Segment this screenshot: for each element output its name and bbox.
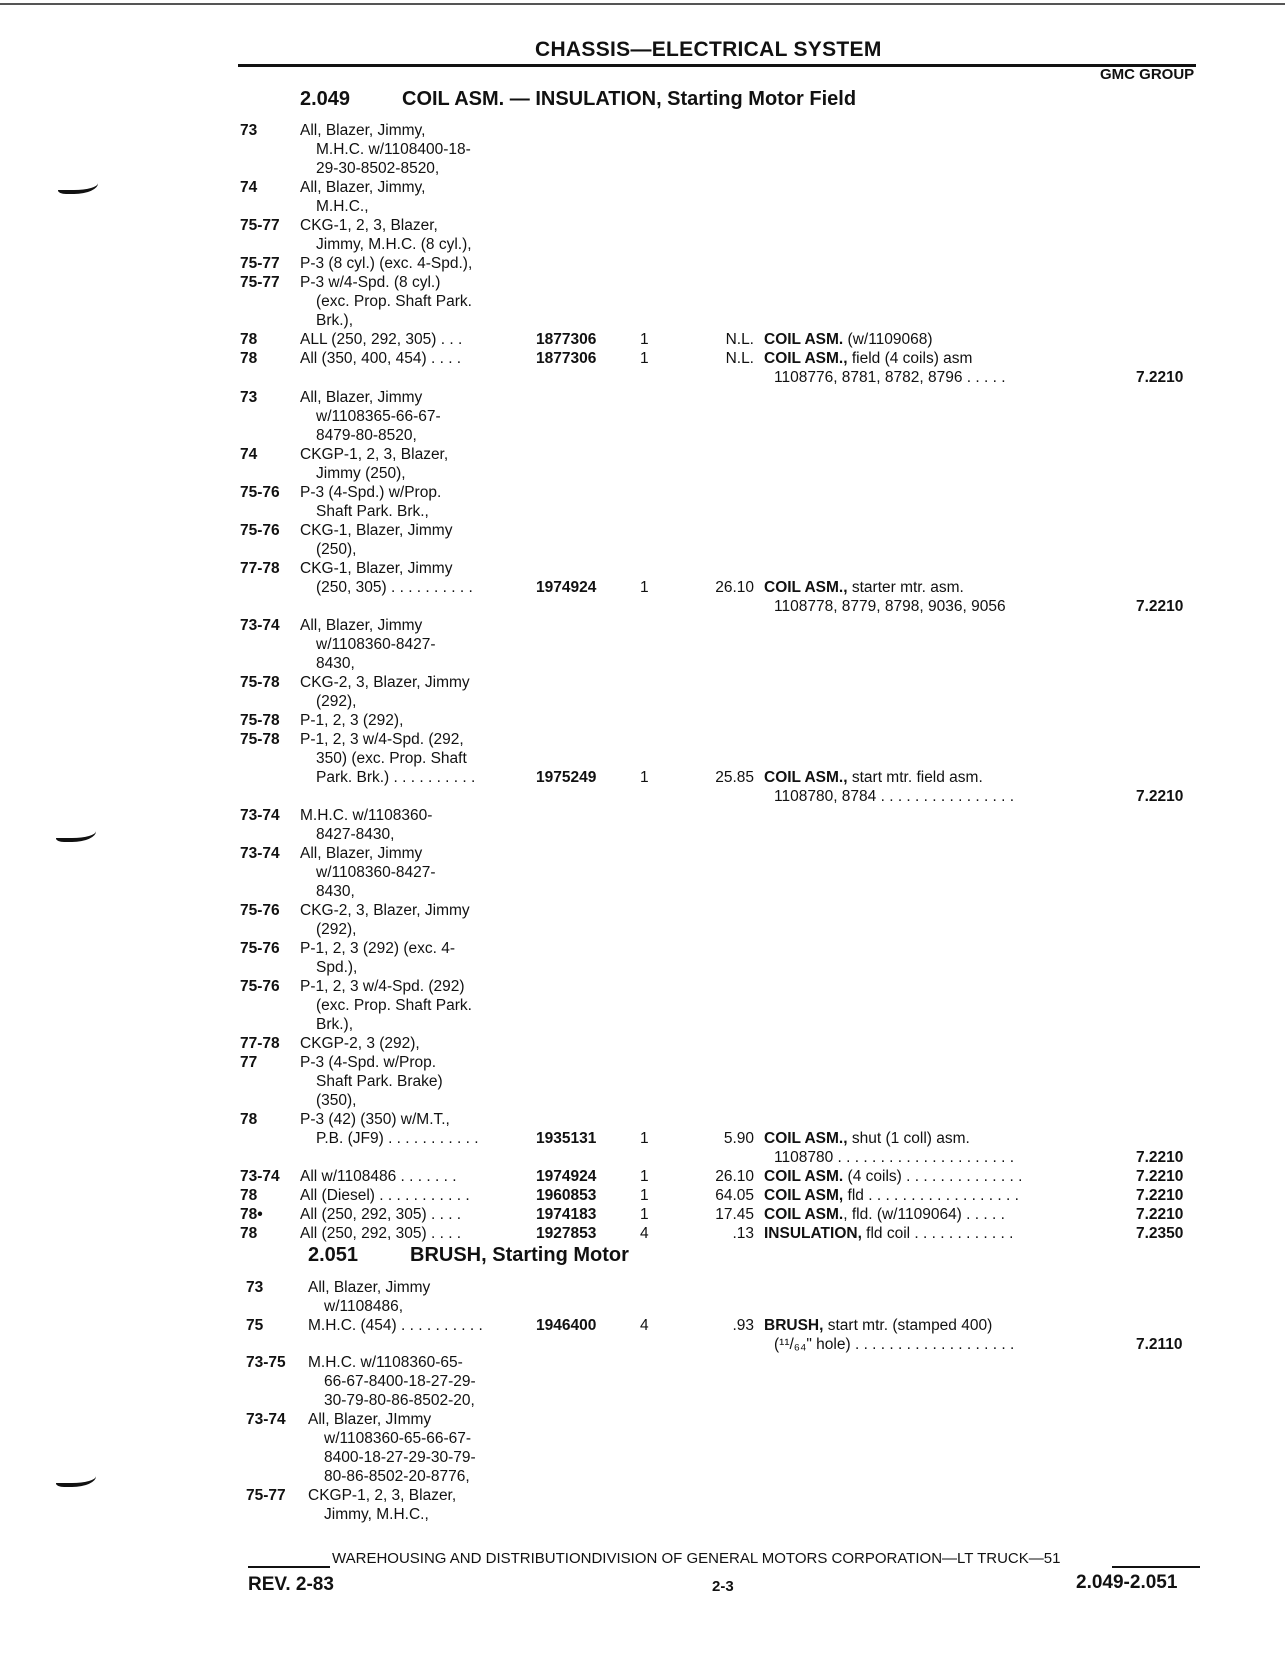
group-number: 7.2110 (1136, 1336, 1183, 1353)
part-description (774, 788, 1014, 807)
quantity: 1 (640, 1206, 649, 1223)
application-text: Jimmy, M.H.C., (324, 1506, 429, 1523)
page-number: 2-3 (712, 1578, 734, 1595)
part-name: COIL ASM., (764, 350, 848, 367)
quantity: 1 (640, 1130, 649, 1147)
model-year: 75 (246, 1317, 264, 1334)
part-name: INSULATION, (764, 1225, 862, 1242)
section-range: 2.049-2.051 (1076, 1572, 1178, 1593)
part-description (774, 598, 1006, 617)
model-year: 78 (240, 1187, 258, 1204)
part-name: COIL ASM., (764, 769, 848, 786)
application-text: 8427-8430, (316, 826, 395, 843)
model-year: 75-77 (240, 217, 280, 234)
application-text: Park. Brk.) . . . . . . . . . . (316, 769, 476, 786)
application-text: M.H.C. w/1108400-18- (316, 141, 471, 158)
application-text: (exc. Prop. Shaft Park. (316, 293, 472, 310)
application-text: All (350, 400, 454) . . . . (300, 350, 462, 367)
model-year: 78 (240, 1225, 258, 1242)
page-title: CHASSIS—ELECTRICAL SYSTEM (535, 38, 882, 61)
part-name: COIL ASM. (764, 331, 844, 348)
application-text: All, Blazer, Jimmy, (300, 179, 426, 196)
application-text: Jimmy (250), (316, 465, 406, 482)
binder-hole-mark (58, 176, 98, 194)
application-text: (350), (316, 1092, 357, 1109)
model-year: 75-77 (240, 255, 280, 272)
application-text: CKG-1, 2, 3, Blazer, (300, 217, 438, 234)
part-detail: starter mtr. asm. (847, 579, 964, 596)
part-name: BRUSH, (764, 1317, 824, 1334)
model-year: 73-75 (246, 1354, 286, 1371)
part-detail: start mtr. (stamped 400) (823, 1317, 993, 1334)
application-text: CKG-1, Blazer, Jimmy (300, 522, 453, 539)
part-description (764, 1187, 1019, 1206)
list-price: 25.85 (715, 769, 754, 786)
model-year: 73-74 (240, 807, 280, 824)
list-price: 17.45 (715, 1206, 754, 1223)
model-year: 73-74 (240, 617, 280, 634)
part-number: 1960853 (536, 1187, 597, 1204)
group-label: GMC GROUP (1100, 66, 1195, 83)
application-text: P-1, 2, 3 w/4-Spd. (292, (300, 731, 464, 748)
part-detail: fld coil . . . . . . . . . . . . (861, 1225, 1014, 1242)
model-year: 75-77 (240, 274, 280, 291)
application-text: 80-86-8502-20-8776, (324, 1468, 470, 1485)
footer-rule-right (1112, 1566, 1200, 1568)
model-year: 78 (240, 1111, 258, 1128)
model-year: 75-76 (240, 978, 280, 995)
model-year: 74 (240, 446, 258, 463)
quantity: 1 (640, 769, 649, 786)
model-year: 73-74 (246, 1411, 286, 1428)
part-name: COIL ASM., (764, 1130, 848, 1147)
part-number: 1877306 (536, 350, 597, 367)
application-text: M.H.C. w/1108360- (300, 807, 433, 824)
application-text: P-1, 2, 3 (292), (300, 712, 404, 729)
part-description (764, 769, 983, 788)
part-description (764, 1225, 1013, 1244)
part-number: 1877306 (536, 331, 597, 348)
application-text: Brk.), (316, 312, 354, 329)
list-price: 26.10 (715, 579, 754, 596)
application-text: P-1, 2, 3 (292) (exc. 4- (300, 940, 456, 957)
group-number: 7.2210 (1136, 1187, 1184, 1204)
application-text: ALL (250, 292, 305) . . . (300, 331, 463, 348)
footer-text: WAREHOUSING AND DISTRIBUTIONDIVISION OF GENERAL MOTORS CORPORATION—LT TRUCK—51 (332, 1550, 1061, 1567)
part-number: 1927853 (536, 1225, 597, 1242)
part-detail: 1108776, 8781, 8782, 8796 . . . . . (774, 369, 1006, 386)
group-number: 7.2210 (1136, 788, 1184, 805)
top-edge-rule (0, 3, 1285, 5)
binder-hole-mark (56, 1469, 96, 1487)
application-text: w/1108360-8427- (316, 864, 436, 881)
part-description (764, 350, 972, 369)
part-number: 1975249 (536, 769, 597, 786)
application-text: M.H.C. w/1108360-65- (308, 1354, 463, 1371)
application-text: All, Blazer, Jimmy, (300, 122, 426, 139)
application-text: All (Diesel) . . . . . . . . . . . (300, 1187, 470, 1204)
application-text: CKGP-2, 3 (292), (300, 1035, 420, 1052)
part-description (764, 1206, 1005, 1225)
model-year: 75-76 (240, 484, 280, 501)
part-description (774, 369, 1006, 388)
application-text: 8430, (316, 883, 355, 900)
part-description (764, 331, 933, 350)
part-detail: shut (1 coll) asm. (847, 1130, 970, 1147)
model-year: 77-78 (240, 1035, 280, 1052)
model-year: 73-74 (240, 1168, 280, 1185)
part-number: 1974183 (536, 1206, 597, 1223)
application-text: (250), (316, 541, 357, 558)
part-number: 1946400 (536, 1317, 597, 1334)
group-number: 7.2210 (1136, 598, 1184, 615)
model-year: 73-74 (240, 845, 280, 862)
application-text: P-3 (4-Spd. w/Prop. (300, 1054, 437, 1071)
application-text: P-1, 2, 3 w/4-Spd. (292) (300, 978, 465, 995)
application-text: 8430, (316, 655, 355, 672)
application-text: w/1108486, (324, 1298, 403, 1315)
model-year: 73 (240, 122, 258, 139)
part-detail: fld . . . . . . . . . . . . . . . . . . (843, 1187, 1019, 1204)
application-text: w/1108365-66-67- (316, 408, 441, 425)
group-number: 7.2210 (1136, 1149, 1184, 1166)
part-description (764, 1317, 992, 1336)
application-text: (292), (316, 693, 357, 710)
part-name: COIL ASM. (764, 1168, 844, 1185)
group-number: 7.2210 (1136, 369, 1184, 386)
section-number: 2.051 (308, 1244, 359, 1266)
application-text: P-3 (4-Spd.) w/Prop. (300, 484, 442, 501)
part-detail: start mtr. field asm. (847, 769, 983, 786)
list-price: 26.10 (715, 1168, 754, 1185)
model-year: 75-78 (240, 731, 280, 748)
list-price: N.L. (725, 331, 754, 348)
section-heading (308, 1244, 629, 1267)
model-year: 74 (240, 179, 258, 196)
part-description (774, 1149, 1014, 1168)
application-text: CKG-2, 3, Blazer, Jimmy (300, 674, 470, 691)
application-text: 8400-18-27-29-30-79- (324, 1449, 476, 1466)
application-text: Brk.), (316, 1016, 354, 1033)
part-description (764, 1130, 970, 1149)
quantity: 1 (640, 331, 649, 348)
part-detail: (w/1109068) (843, 331, 933, 348)
model-year: 77-78 (240, 560, 280, 577)
application-text: All, Blazer, Jimmy (300, 617, 423, 634)
model-year: 75-76 (240, 522, 280, 539)
model-year: 77 (240, 1054, 258, 1071)
model-year: 75-77 (246, 1487, 286, 1504)
group-number: 7.2350 (1136, 1225, 1184, 1242)
application-text: P.B. (JF9) . . . . . . . . . . . (316, 1130, 479, 1147)
part-description (764, 579, 964, 598)
application-text: 29-30-8502-8520, (316, 160, 440, 177)
model-year: 75-78 (240, 674, 280, 691)
model-year: 73 (240, 389, 258, 406)
model-year: 75-76 (240, 940, 280, 957)
group-number: 7.2210 (1136, 1206, 1184, 1223)
application-text: All, Blazer, Jimmy (308, 1279, 431, 1296)
model-year: 73 (246, 1279, 264, 1296)
quantity: 1 (640, 579, 649, 596)
part-name: COIL ASM. (764, 1206, 844, 1223)
group-number: 7.2210 (1136, 1168, 1184, 1185)
section-number: 2.049 (300, 88, 351, 110)
list-price: 64.05 (715, 1187, 754, 1204)
part-detail: 1108780, 8784 . . . . . . . . . . . . . . . . (774, 788, 1015, 805)
section-heading (300, 88, 856, 111)
application-text: (exc. Prop. Shaft Park. (316, 997, 472, 1014)
application-text: CKG-1, Blazer, Jimmy (300, 560, 453, 577)
model-year: 78 (240, 350, 258, 367)
list-price: 5.90 (723, 1130, 754, 1147)
application-text: w/1108360-65-66-67- (324, 1430, 472, 1447)
application-text: (250, 305) . . . . . . . . . . (316, 579, 473, 596)
part-number: 1935131 (536, 1130, 597, 1147)
part-detail: , fld. (w/1109064) . . . . . (843, 1206, 1005, 1223)
part-description (764, 1168, 1022, 1187)
binder-hole-mark (56, 824, 96, 842)
model-year: 75-78 (240, 712, 280, 729)
application-text: 8479-80-8520, (316, 427, 417, 444)
part-detail: field (4 coils) asm (847, 350, 973, 367)
application-text: Jimmy, M.H.C. (8 cyl.), (316, 236, 472, 253)
application-text: 30-79-80-86-8502-20, (324, 1392, 475, 1409)
model-year: 78• (240, 1206, 263, 1223)
part-detail: (¹¹/₆₄" hole) . . . . . . . . . . . . . . . . . . . (774, 1336, 1015, 1353)
quantity: 4 (640, 1317, 649, 1334)
footer-rule-left (248, 1566, 330, 1568)
part-description (774, 1336, 1014, 1355)
quantity: 1 (640, 1168, 649, 1185)
model-year: 78 (240, 331, 258, 348)
application-text: All w/1108486 . . . . . . . (300, 1168, 457, 1185)
quantity: 1 (640, 1187, 649, 1204)
application-text: 350) (exc. Prop. Shaft (316, 750, 467, 767)
part-detail: 1108778, 8779, 8798, 9036, 9056 (774, 598, 1006, 615)
list-price: .93 (732, 1317, 754, 1334)
application-text: w/1108360-8427- (316, 636, 436, 653)
application-text: All, Blazer, Jimmy (300, 845, 423, 862)
section-title: COIL ASM. — INSULATION, Starting Motor Field (402, 88, 857, 110)
section-title: BRUSH, Starting Motor (410, 1244, 629, 1266)
list-price: .13 (732, 1225, 754, 1242)
application-text: All, Blazer, Jimmy (300, 389, 423, 406)
part-detail: 1108780 . . . . . . . . . . . . . . . . . . . . . (774, 1149, 1015, 1166)
application-text: All (250, 292, 305) . . . . (300, 1225, 462, 1242)
model-year: 75-76 (240, 902, 280, 919)
header-rule (238, 64, 1196, 67)
quantity: 1 (640, 350, 649, 367)
application-text: 66-67-8400-18-27-29- (324, 1373, 476, 1390)
application-text: M.H.C., (316, 198, 369, 215)
application-text: CKGP-1, 2, 3, Blazer, (300, 446, 449, 463)
quantity: 4 (640, 1225, 649, 1242)
application-text: CKGP-1, 2, 3, Blazer, (308, 1487, 457, 1504)
application-text: Shaft Park. Brk., (316, 503, 429, 520)
application-text: Shaft Park. Brake) (316, 1073, 443, 1090)
application-text: (292), (316, 921, 357, 938)
application-text: All, Blazer, JImmy (308, 1411, 432, 1428)
application-text: CKG-2, 3, Blazer, Jimmy (300, 902, 470, 919)
part-detail: (4 coils) . . . . . . . . . . . . . . (843, 1168, 1023, 1185)
part-number: 1974924 (536, 579, 597, 596)
application-text: P-3 w/4-Spd. (8 cyl.) (300, 274, 441, 291)
application-text: All (250, 292, 305) . . . . (300, 1206, 462, 1223)
list-price: N.L. (725, 350, 754, 367)
part-name: COIL ASM, (764, 1187, 844, 1204)
application-text: Spd.), (316, 959, 358, 976)
part-number: 1974924 (536, 1168, 597, 1185)
revision-label: REV. 2-83 (248, 1574, 334, 1595)
part-name: COIL ASM., (764, 579, 848, 596)
application-text: P-3 (8 cyl.) (exc. 4-Spd.), (300, 255, 473, 272)
application-text: P-3 (42) (350) w/M.T., (300, 1111, 450, 1128)
application-text: M.H.C. (454) . . . . . . . . . . (308, 1317, 483, 1334)
